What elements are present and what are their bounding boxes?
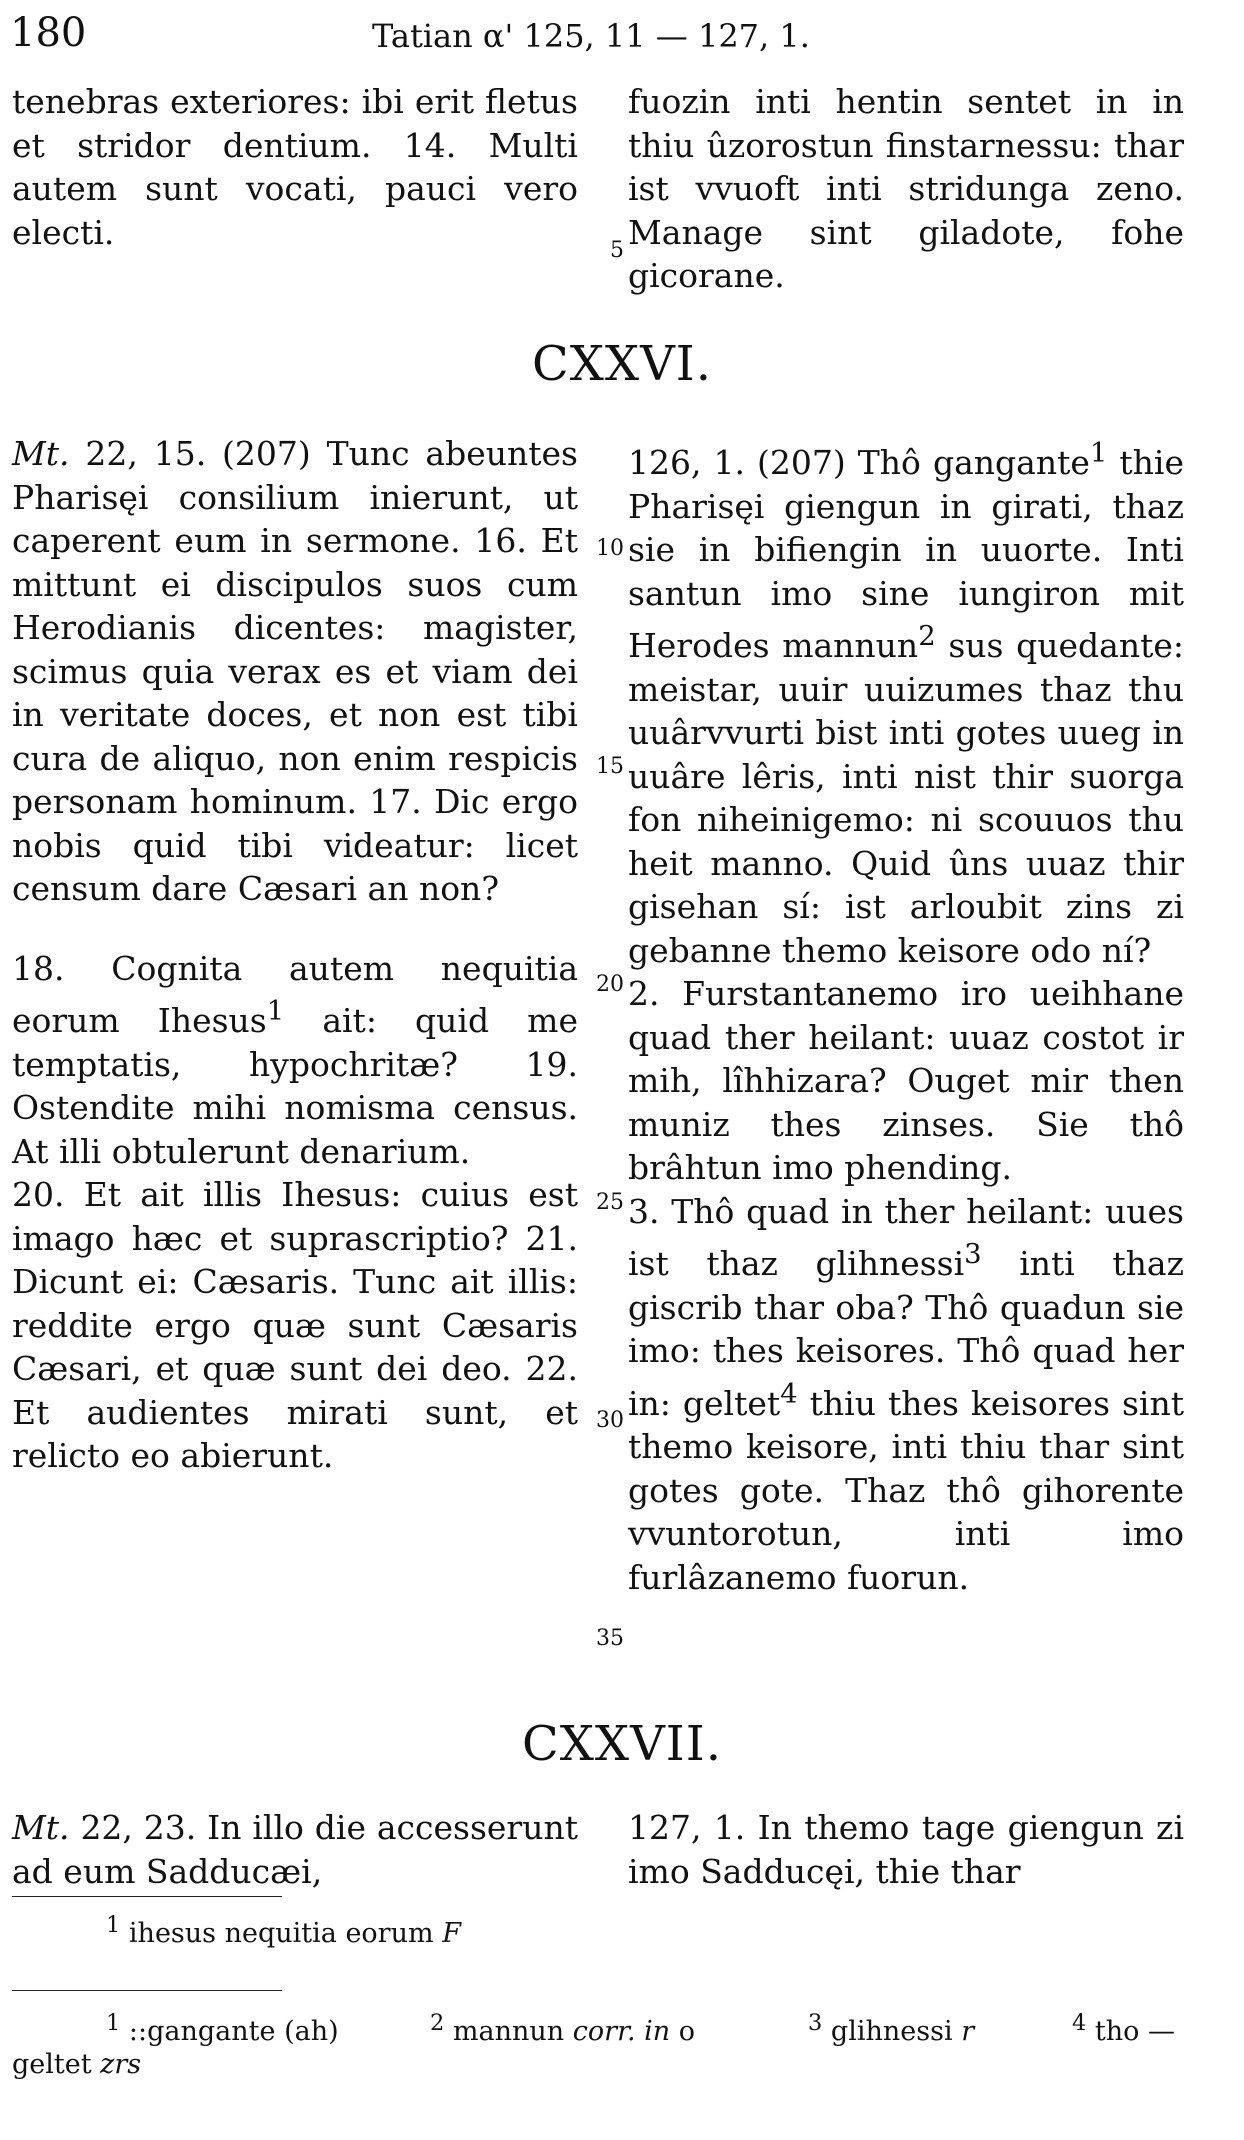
page-number: 180: [10, 10, 87, 56]
line-number: 15: [596, 754, 624, 779]
german-footnote-4-continued: geltet zrs: [12, 2049, 142, 2080]
footnote-divider: [12, 1896, 282, 1897]
german-column-125: [628, 80, 1184, 298]
running-title: Tatian α' 125, 11 — 127, 1.: [372, 17, 810, 55]
footnote-marker: 1: [1089, 437, 1108, 469]
german-column-126: [628, 432, 1184, 1599]
german-paragraph: 126, 1. (207) Thô gangante$^1$ thie Pharisęi giengun in girati, thaz sie in bifiengin in uuorte. Inti santun imo sine iungiron mit Herodes mannun$^2$ sus quedante: meistar, uuir uuizumes thaz thu uuârvvurti bist inti gotes uueg in uuâre lêris, inti nist thir suorga fon niheinigemo: ni scouuos thu heit manno. Quid ûns uuaz thir gisehan sí: ist arloubit zins zi gebanne themo keisore odo ní?: [628, 437, 1184, 970]
german-footnote-3: $^3$ glihnessi r: [808, 2010, 975, 2047]
latin-paragraph: 20. Et ait illis Ihesus: cuius est imago hæc et suprascriptio? 21. Dicunt ei: Cæsaris. Tunc ait illis: reddite ergo quæ sunt Cæsaris Cæsari, et quæ sunt dei deo. 22. Et audientes mirati sunt, et relicto eo abierunt.: [12, 1175, 578, 1475]
gospel-reference: Mt.: [12, 434, 70, 473]
german-column-127: [628, 1806, 1184, 1893]
german-paragraph: fuozin inti hentin sentet in in thiu ûzorostun finstarnessu: thar ist vvuoft inti stridunga zeno. Manage sint giladote, fohe gicorane.: [628, 82, 1184, 295]
line-number: 5: [610, 238, 624, 263]
latin-column-125: [12, 80, 578, 254]
page-header: [10, 8, 1234, 58]
footnote-marker: 2: [918, 620, 936, 652]
line-number: 10: [596, 536, 624, 561]
line-number: 35: [596, 1626, 624, 1651]
line-number: 20: [596, 972, 624, 997]
german-footnote-1: $^1$ ::gangante (ah): [106, 2010, 339, 2047]
latin-column-127: [12, 1806, 578, 1893]
gospel-reference: Mt.: [12, 1808, 70, 1847]
german-paragraph: 3. Thô quad in ther heilant: uues ist thaz glihnessi$^3$ inti thaz giscrib thar oba? Thô quadun sie imo: thes keisores. Thô quad her in: geltet$^4$ thiu thes keisores sint themo keisore, inti thiu thar sint gotes gote. Thaz thô gihorente vvuntorotun, inti imo furlâzanemo fuorun.: [628, 1191, 1184, 1597]
chapter-heading-126: CXXVI.: [532, 336, 712, 392]
footnote-marker: 4: [780, 1377, 798, 1410]
german-footnote-4: $^4$ tho —: [1072, 2010, 1175, 2047]
latin-paragraph: Mt. 22, 15. (207) Tunc abeuntes Pharisęi consilium inierunt, ut caperent eum in sermone. 16. Et mittunt ei discipulos suos cum Herodianis dicentes: magister, scimus quia verax es et viam dei in veritate doces, et non est tibi cura de aliquo, non enim respicis personam hominum. 17. Dic ergo nobis quid tibi videatur: licet censum dare Cæsari an non?: [12, 434, 578, 908]
latin-paragraph: 18. Cognita autem nequitia eorum Ihesus$^1$ ait: quid me temptatis, hypochritæ? 19. Ostendite mihi nomisma census. At illi obtulerunt denarium.: [12, 948, 578, 1171]
latin-paragraph: tenebras exteriores: ibi erit fletus et stridor dentium. 14. Multi autem sunt vocati, pauci vero electi.: [12, 82, 578, 252]
chapter-heading-127: CXXVII.: [522, 1716, 722, 1772]
german-paragraph: 127, 1. In themo tage giengun zi imo Sadducęi, thie thar: [628, 1808, 1184, 1891]
latin-footnote: $^1$ ihesus nequitia eorum F: [106, 1912, 461, 1949]
german-paragraph: 2. Furstantanemo iro ueihhane quad ther heilant: uuaz costot ir mih, lîhhizara? Ouget mir then muniz thes zinses. Sie thô brâhtun imo phending.: [628, 974, 1184, 1187]
german-footnote-2: $^2$ mannun corr. in o: [430, 2010, 696, 2047]
line-number: 25: [596, 1190, 624, 1215]
footnote-marker: 3: [964, 1238, 982, 1270]
footnote-marker: 1: [266, 995, 285, 1027]
latin-paragraph: Mt. 22, 23. In illo die accesserunt ad eum Sadducæi,: [12, 1808, 578, 1891]
latin-column-126: [12, 432, 578, 1478]
footnote-divider: [12, 1990, 282, 1991]
line-number: 30: [596, 1408, 624, 1433]
